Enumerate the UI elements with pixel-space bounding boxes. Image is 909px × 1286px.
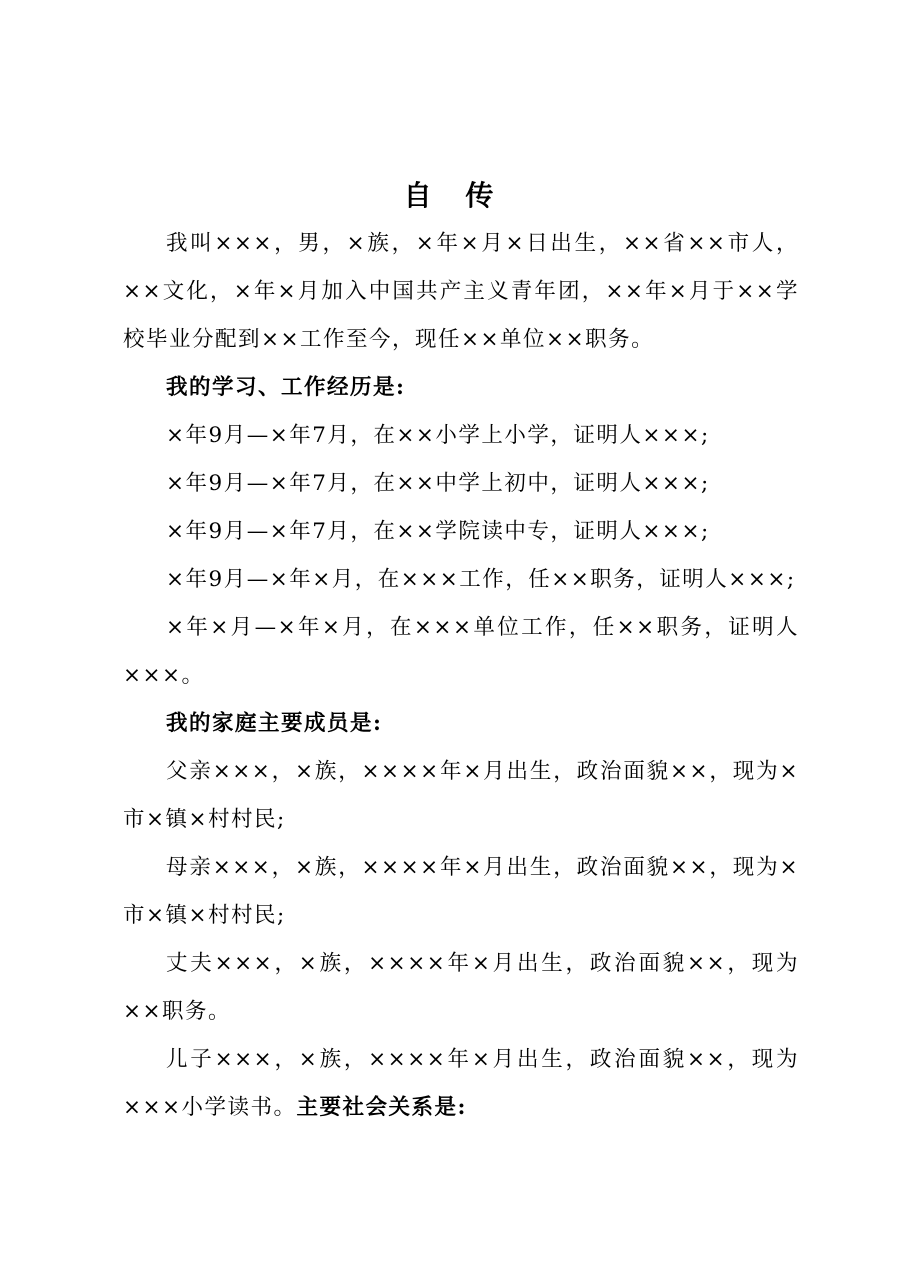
experience-item: ×年9月—×年7月，在××中学上初中，证明人×××; bbox=[166, 471, 710, 496]
document-title: 自 传 bbox=[403, 179, 506, 212]
son-paragraph bbox=[123, 1036, 799, 1132]
experience-item: ×年9月—×年7月，在××学院读中专，证明人×××; bbox=[166, 519, 710, 544]
experience-item: ×年9月—×年7月，在××小学上小学，证明人×××; bbox=[166, 423, 710, 448]
document-body bbox=[123, 220, 799, 1132]
family-member: 父亲×××，×族，××××年×月出生，政治面貌××，现为×市×镇×村村民; bbox=[123, 759, 799, 832]
experience-item: ×年×月—×年×月，在×××单位工作，任××职务，证明人×××。 bbox=[123, 615, 799, 688]
intro-paragraph: 我叫×××，男，×族，×年×月×日出生，××省××市人， ××文化，×年×月加入中国共产主义青年团，××年×月于××学校毕业分配到××工作至今，现任××单位××职务。 bbox=[123, 231, 799, 352]
experience-heading: 我的学习、工作经历是: bbox=[166, 375, 406, 400]
experience-item: ×年9月—×年×月，在×××工作，任××职务，证明人×××; bbox=[166, 567, 796, 592]
family-member: 母亲×××，×族，××××年×月出生，政治面貌××，现为×市×镇×村村民; bbox=[123, 855, 799, 928]
family-heading: 我的家庭主要成员是: bbox=[166, 711, 383, 736]
social-relations-heading: 主要社会关系是: bbox=[296, 1095, 467, 1120]
son-text: 儿子×××，×族，××××年×月出生，政治面貌××，现为×××小学读书。 bbox=[123, 1047, 799, 1120]
family-member: 丈夫×××，×族，××××年×月出生，政治面貌××，现为××职务。 bbox=[123, 951, 799, 1024]
